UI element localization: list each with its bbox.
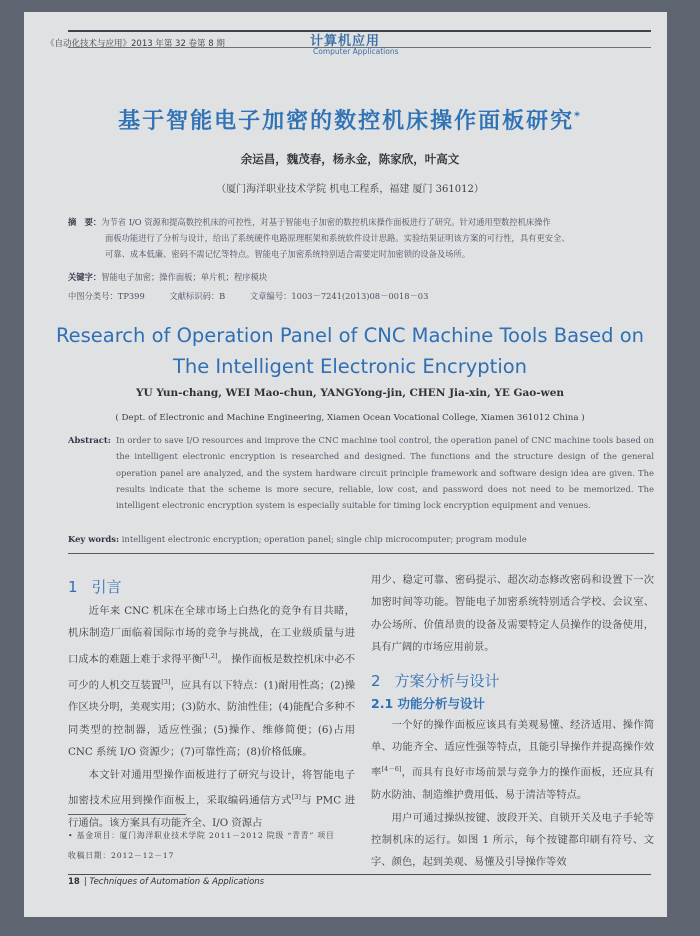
- paragraph: [371, 714, 654, 807]
- footer-journal: Techniques of Automation & Applications: [89, 877, 265, 887]
- citation: [1,2]: [202, 651, 218, 660]
- text-run: 一个好的操作面板应该具有美观易懂、经济适用、操作简单、功能齐全、适应性强等特点，且能引导操作并提高操作效率: [371, 718, 654, 779]
- subsection-heading: 2.1 功能分析与设计: [371, 695, 485, 711]
- footnote-rule: [68, 814, 186, 815]
- citation: [3]: [291, 793, 302, 802]
- keywords-cn: [68, 271, 267, 283]
- section-title-en: Computer Applications: [313, 47, 399, 56]
- received-date: 收稿日期：2012－12－17: [68, 851, 175, 860]
- right-column: [371, 569, 654, 874]
- text-run: 与 PMC 进行通信。该方案具有功能齐全、I/O 资源占: [68, 794, 356, 829]
- article-number: 文章编号：1003－7241(2013)08－0018－03: [249, 291, 429, 301]
- text-run: 近年来 CNC 机床在全球市场上白热化的竞争有目共睹，机床制造厂面临着国际市场的竞争与挑战，在工业级质量与进口成本的难题上难于求得平衡: [68, 605, 355, 666]
- paper-title-cn: [0, 104, 700, 135]
- keywords-en-text: intelligent electronic encryption; operation panel; single chip microcomputer; program module: [121, 534, 527, 544]
- section-heading-2: [371, 669, 654, 693]
- section-title: 方案分析与设计: [394, 671, 500, 690]
- affiliation-cn: （厦门海洋职业技术学院 机电工程系，福建 厦门 361012）: [216, 184, 484, 195]
- paragraph: 用户可通过操纵按键、波段开关、自锁开关及电子手轮等控制机床的运行。如图 1 所示，每个按键都印刷有符号、文字、颜色，起到美观、易懂及引导操作等效: [371, 811, 654, 869]
- keywords-en-label: Key words:: [68, 534, 120, 544]
- authors-en: YU Yun-chang, WEI Mao-chun, YANGYong-jin, CHEN Jia-xin, YE Gao-wen: [135, 387, 565, 399]
- section-title: 引言: [91, 578, 122, 596]
- footnote: [68, 826, 335, 866]
- title-en-line1: Research of Operation Panel of CNC Machine Tools Based on: [55, 324, 645, 347]
- text-run: ，而具有良好市场前景与竞争力的操作面板，还应具有防水防油、制造维护费用低、易于清洁等特点。: [371, 766, 655, 802]
- title-text: 基于智能电子加密的数控机床操作面板研究: [118, 109, 575, 134]
- section-number: 2: [371, 671, 381, 690]
- section-heading-1: [68, 575, 355, 599]
- divider: [68, 553, 654, 554]
- citation: [3]: [161, 677, 171, 686]
- paragraph: [68, 600, 355, 764]
- section-title-cn: 计算机应用: [310, 34, 381, 49]
- title-footnote-mark: *: [574, 109, 582, 123]
- doc-code: 文献标识码：B: [169, 291, 226, 301]
- abstract-en-text: In order to save I/O resources and improve the CNC machine tool control, the operation panel of CNC machine tools based on the intelligent electronic encryption is researched and designed. The functions and the structure design of the general operation panel are analyzed, and the system hardware circuit principle framework and software design idea are given. The results indicate that the scheme is more secure, reliable, low cost, and password does not need to be memorized. The intelligent electronic encryption system is especially suitable for timing lock encryption equipment and venues.: [116, 435, 654, 511]
- footer-rule: [68, 874, 651, 875]
- keywords-cn-label: 关键字：: [68, 272, 102, 282]
- paragraph: [68, 764, 355, 835]
- paper-title-en: [0, 320, 700, 382]
- text-run: 。 操作面板是数控机床中必不可少的人机交互装置: [68, 653, 355, 692]
- abstract-cn-line: 为节省 I/O 资源和提高数控机床的可控性，对基于智能电子加密的数控机床操作面板进行了研究。针对通用型数控机床操作: [101, 217, 551, 227]
- affiliation-en: ( Dept. of Electronic and Machine Engineering, Xiamen Ocean Vocational College, Xiamen 361012 China ): [115, 413, 585, 423]
- left-column: [68, 575, 355, 834]
- clc-number: 中图分类号：TP399: [68, 291, 145, 301]
- keywords-cn-text: 智能电子加密；操作面板；单片机；程序模块: [101, 272, 268, 282]
- funding-note: • 基金项目：厦门海洋职业技术学院 2011－2012 院级 “青青” 项目: [68, 831, 335, 840]
- abstract-cn-line: 可靠、成本低廉、密码不需记忆等特点。智能电子加密系统特别适合需要定时加密锁的设备及场所。: [105, 249, 471, 259]
- abstract-en-label: Abstract:: [68, 435, 111, 445]
- page-number: 18: [68, 877, 80, 887]
- text-run: 本文针对通用型操作面板进行了研究与设计，将智能电子加密技术应用到操作面板上，采取编码通信方式: [68, 768, 355, 807]
- paragraph: 用少、稳定可靠、密码提示、超次动态修改密码和设置下一次加密时间等功能。智能电子加密系统特别适合学校、会议室、办公场所、价值昂贵的设备及需要特定人员操作的设备使用，具有广阔的市场应用前景。: [371, 574, 654, 654]
- title-en-line2: The Intelligent Electronic Encryption: [172, 355, 528, 378]
- section-number: 1: [68, 578, 78, 596]
- abstract-en: [68, 432, 654, 513]
- journal-header: 《自动化技术与应用》2013 年第 32 卷第 8 期: [46, 39, 225, 49]
- abstract-cn-label: 摘 要：: [68, 217, 102, 227]
- citation: [4－6]: [381, 765, 402, 774]
- authors-cn: 余运昌，魏茂春，杨永金，陈家欣，叶高文: [240, 152, 460, 166]
- page-footer: [68, 877, 264, 887]
- footer-separator: |: [83, 877, 90, 887]
- abstract-cn: [68, 214, 654, 262]
- keywords-en: [68, 534, 527, 544]
- abstract-cn-line: 面板功能进行了分析与设计，给出了系统硬件电路原理框架和系统软件设计思路。实验结果证明该方案的可行性，具有更安全、: [105, 233, 570, 243]
- text-run: ，应具有以下特点：(1)耐用性高；(2)操作区块分明，美观实用；(3)防水、防油性佳；(4)能配合多种不同类型的控制器，适应性强；(5)操作、维修简便；(6)占用 CNC 系统 I/O 资源少；(7)可靠性高；(8)价格低廉。: [68, 679, 356, 759]
- classification-line: [68, 290, 448, 302]
